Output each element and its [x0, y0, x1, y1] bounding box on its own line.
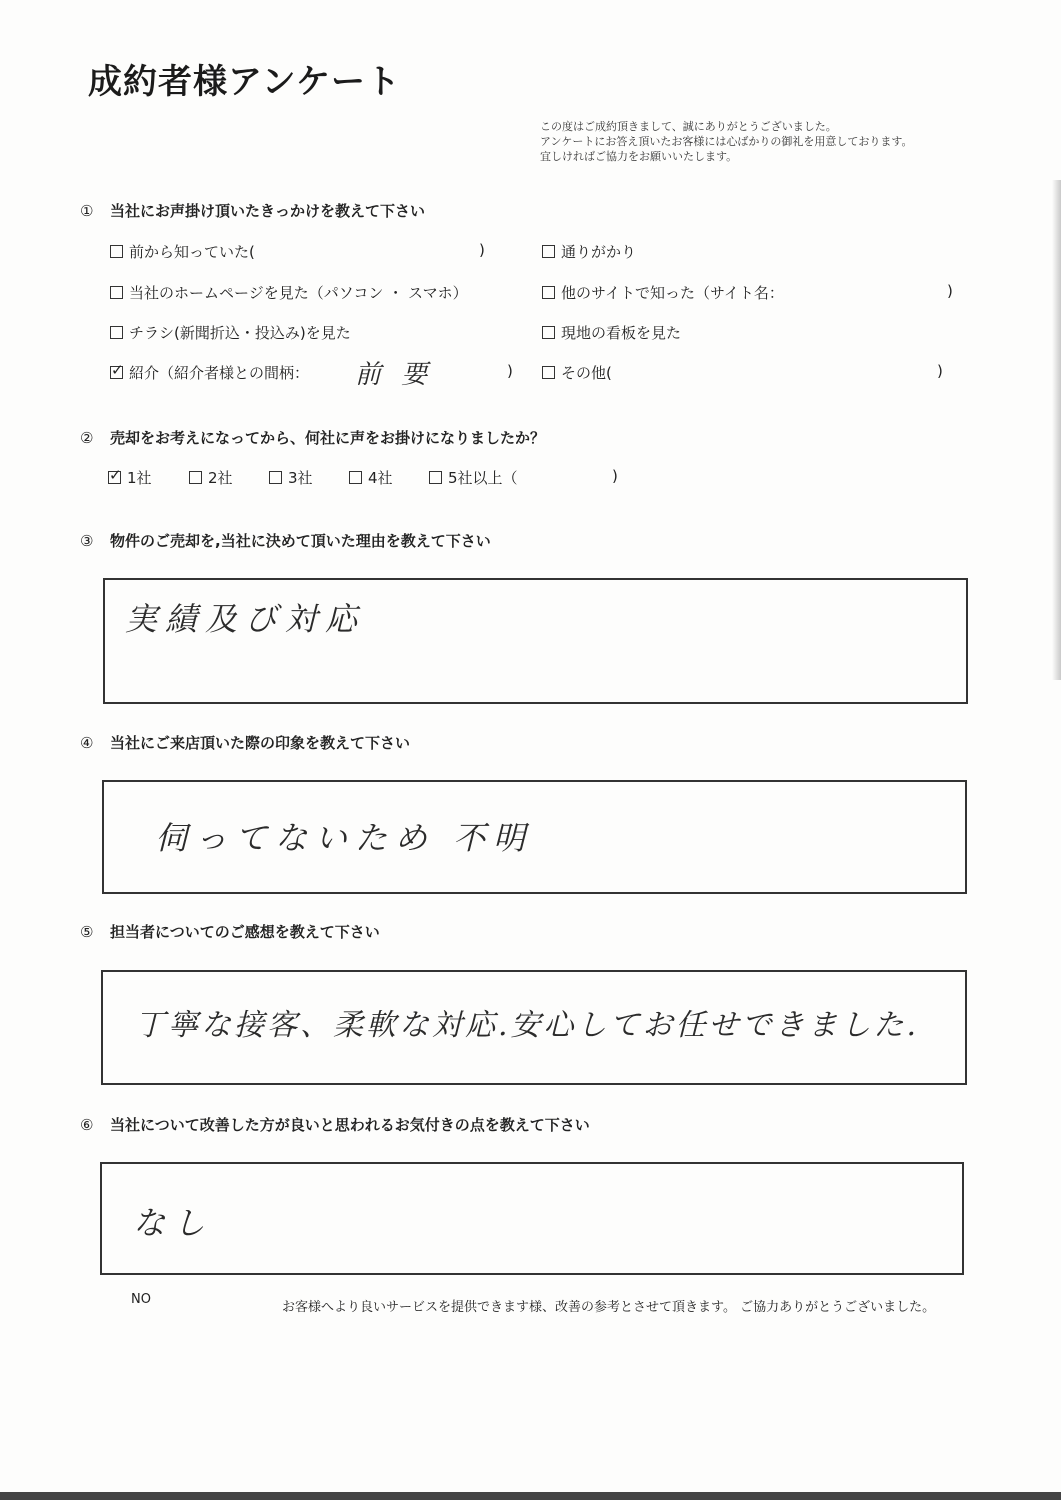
referral-relationship-value[interactable]: 前 要	[355, 360, 434, 390]
question-number: ④	[80, 734, 94, 752]
answer-4-handwriting: 伺ってないため 不明	[155, 819, 534, 857]
question-number: ⑥	[80, 1116, 94, 1134]
option-passing-by[interactable]	[542, 241, 636, 262]
checkbox[interactable]	[110, 286, 123, 299]
option-label: その他(	[561, 364, 612, 382]
question-text: 当社にお声掛け頂いたきっかけを教えて下さい	[110, 202, 426, 220]
question-number: ③	[80, 532, 94, 550]
option-1-company[interactable]	[108, 467, 152, 488]
option-referral[interactable]	[110, 362, 309, 383]
option-label: 当社のホームページを見た（パソコン ・ スマホ）	[129, 284, 468, 302]
option-other[interactable]	[542, 362, 612, 383]
form-title: 成約者様アンケート	[88, 62, 401, 102]
question-4	[80, 732, 410, 753]
intro-text	[540, 119, 912, 164]
question-1	[80, 200, 425, 221]
answer-3-handwriting: 実績及び対応	[125, 600, 366, 638]
question-text: 当社にご来店頂いた際の印象を教えて下さい	[110, 734, 411, 752]
option-label: 5社以上（	[448, 469, 518, 487]
question-text: 物件のご売却を,当社に決めて頂いた理由を教えて下さい	[110, 532, 491, 550]
checkbox[interactable]	[542, 245, 555, 258]
answer-6-handwriting: なし	[133, 1204, 214, 1242]
question-5	[80, 921, 380, 942]
option-close-paren: )	[507, 362, 513, 380]
intro-line: アンケートにお答え頂いたお客様には心ばかりの御礼を用意しております。	[540, 135, 913, 148]
option-label: 前から知っていた(	[129, 243, 255, 261]
answer-box-6[interactable]	[100, 1162, 964, 1275]
question-text: 当社について改善した方が良いと思われるお気付きの点を教えて下さい	[110, 1116, 590, 1134]
option-2-companies[interactable]	[189, 467, 233, 488]
option-other-site[interactable]	[542, 282, 784, 303]
question-number: ⑤	[80, 923, 94, 941]
intro-line: この度はご成約頂きまして、誠にありがとうございました。	[540, 120, 837, 133]
option-label: 1社	[127, 469, 152, 487]
option-close-paren: )	[947, 282, 953, 300]
option-close-paren: )	[612, 467, 618, 485]
intro-line: 宜しければご協力をお願いいたします。	[540, 150, 738, 163]
checkbox[interactable]	[429, 471, 442, 484]
option-label: 通りがかり	[561, 243, 637, 261]
checkbox-checked[interactable]	[110, 366, 123, 379]
question-3	[80, 530, 491, 551]
question-text: 売却をお考えになってから、何社に声をお掛けになりましたか？	[110, 429, 546, 447]
checkbox[interactable]	[110, 326, 123, 339]
question-number: ①	[80, 202, 94, 220]
checkbox-checked[interactable]	[108, 471, 121, 484]
option-signboard[interactable]	[542, 322, 681, 343]
question-text: 担当者についてのご感想を教えて下さい	[110, 923, 380, 941]
question-2	[80, 427, 545, 448]
question-6	[80, 1114, 590, 1135]
checkbox[interactable]	[189, 471, 202, 484]
checkbox[interactable]	[542, 326, 555, 339]
option-label: 3社	[288, 469, 313, 487]
option-flyer[interactable]	[110, 322, 351, 343]
checkbox[interactable]	[110, 245, 123, 258]
option-4-companies[interactable]	[349, 467, 393, 488]
question-number: ②	[80, 429, 94, 447]
form-number-label: NO	[131, 1292, 151, 1307]
option-label: 他のサイトで知った（サイト名：	[561, 284, 784, 302]
checkbox[interactable]	[542, 366, 555, 379]
checkbox[interactable]	[269, 471, 282, 484]
answer-5-handwriting: 丁寧な接客、柔軟な対応.安心してお任せできました.	[135, 1008, 920, 1043]
option-known-before[interactable]	[110, 241, 255, 262]
option-label: 4社	[368, 469, 393, 487]
option-close-paren: )	[479, 241, 485, 259]
scan-bottom-edge	[0, 1492, 1061, 1500]
checkbox[interactable]	[542, 286, 555, 299]
checkbox[interactable]	[349, 471, 362, 484]
scan-edge-shadow	[1052, 180, 1061, 680]
option-label: チラシ(新聞折込・投込み)を見た	[129, 324, 351, 342]
option-label: 2社	[208, 469, 233, 487]
option-label: 現地の看板を見た	[561, 324, 682, 342]
footer-thanks: お客様へより良いサービスを提供できます様、改善の参考とさせて頂きます。 ご協力ありがとうございました。	[282, 1300, 936, 1315]
option-5-plus-companies[interactable]	[429, 467, 518, 488]
option-homepage[interactable]	[110, 282, 468, 303]
option-label: 紹介（紹介者様との間柄：	[129, 364, 310, 382]
option-close-paren: )	[937, 362, 943, 380]
option-3-companies[interactable]	[269, 467, 313, 488]
